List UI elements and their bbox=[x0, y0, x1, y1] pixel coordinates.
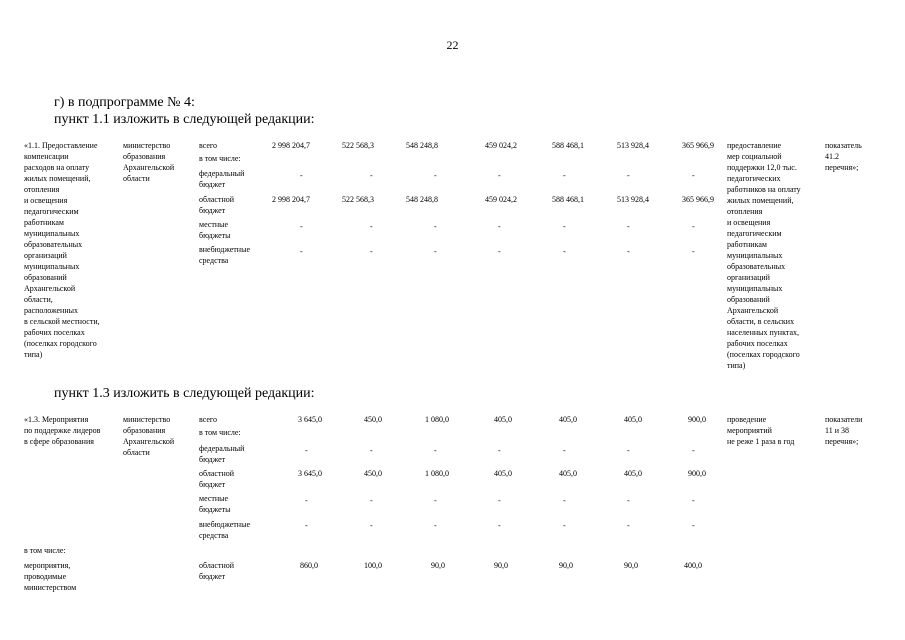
t2-src-local: местные бюджеты bbox=[199, 494, 231, 514]
t2-extra-col6: - bbox=[627, 521, 630, 530]
t1-local-col1: - bbox=[300, 222, 303, 231]
t1-indicator: показатель 41.2 перечня»; bbox=[825, 141, 862, 172]
t1-fed-col3: - bbox=[434, 171, 437, 180]
t2-src-including: в том числе: bbox=[199, 428, 241, 437]
t2-local-col2: - bbox=[370, 496, 373, 505]
t1-fed-col2: - bbox=[370, 171, 373, 180]
t1-extra-col4: - bbox=[498, 247, 501, 256]
t1-total-col7: 365 966,9 bbox=[682, 141, 714, 150]
t1-event-name: «1.1. Предоставление компенсации расходов на оплату жилых помещений, отопления и освещения педагогическим работникам муниципальных образовательных организаций муниципальных образований Архангельской области, расположенных в сельской местности, рабочих поселках (поселках городского типа) bbox=[24, 141, 100, 359]
t1-local-col5: - bbox=[563, 222, 566, 231]
t2-reg-col4: 405,0 bbox=[494, 469, 512, 478]
t2-extra-col5: - bbox=[563, 521, 566, 530]
page-number: 22 bbox=[446, 38, 459, 52]
t2-local-col4: - bbox=[498, 496, 501, 505]
t1-src-local: местные бюджеты bbox=[199, 220, 231, 240]
t2-local-col5: - bbox=[563, 496, 566, 505]
t2-reg-col3: 1 080,0 bbox=[425, 469, 449, 478]
heading-item-1-3: пункт 1.3 изложить в следующей редакции: bbox=[54, 386, 315, 401]
t1-reg-col3: 548 248,8 bbox=[406, 195, 438, 204]
t2-extra-col2: - bbox=[370, 521, 373, 530]
t2-local-col6: - bbox=[627, 496, 630, 505]
t2-indicator: показатели 11 и 38 перечня»; bbox=[825, 415, 863, 446]
t2-sub-col1: 860,0 bbox=[300, 561, 318, 570]
t1-local-col2: - bbox=[370, 222, 373, 231]
t2-total-col6: 405,0 bbox=[624, 415, 642, 424]
t1-src-extrabudget: внебюджетные средства bbox=[199, 245, 250, 265]
t2-extra-col7: - bbox=[692, 521, 695, 530]
t2-sub-col6: 90,0 bbox=[624, 561, 638, 570]
t1-src-federal: федеральный бюджет bbox=[199, 169, 245, 189]
t2-local-col7: - bbox=[692, 496, 695, 505]
t2-extra-col1: - bbox=[305, 521, 308, 530]
t1-total-col5: 588 468,1 bbox=[552, 141, 584, 150]
t2-responsible-org: министерство образования Архангельской области bbox=[123, 415, 175, 457]
t2-total-col5: 405,0 bbox=[559, 415, 577, 424]
t1-responsible-org: министерство образования Архангельской области bbox=[123, 141, 175, 183]
t2-reg-col2: 450,0 bbox=[364, 469, 382, 478]
t2-expected-result: проведение мероприятий не реже 1 раза в год bbox=[727, 415, 795, 446]
t2-fed-col7: - bbox=[692, 446, 695, 455]
t1-src-total: всего bbox=[199, 141, 218, 150]
t2-fed-col6: - bbox=[627, 446, 630, 455]
t2-reg-col6: 405,0 bbox=[624, 469, 642, 478]
t2-total-col3: 1 080,0 bbox=[425, 415, 449, 424]
t1-local-col4: - bbox=[498, 222, 501, 231]
t1-total-col2: 522 568,3 bbox=[342, 141, 374, 150]
t2-src-federal: федеральный бюджет bbox=[199, 444, 245, 464]
t1-extra-col5: - bbox=[563, 247, 566, 256]
t1-extra-col1: - bbox=[300, 247, 303, 256]
t1-fed-col6: - bbox=[627, 171, 630, 180]
t1-extra-col7: - bbox=[692, 247, 695, 256]
t2-total-col7: 900,0 bbox=[688, 415, 706, 424]
t1-reg-col5: 588 468,1 bbox=[552, 195, 584, 204]
t1-extra-col2: - bbox=[370, 247, 373, 256]
t2-sub-col2: 100,0 bbox=[364, 561, 382, 570]
t2-sub-col7: 400,0 bbox=[684, 561, 702, 570]
heading-item-1-1: пункт 1.1 изложить в следующей редакции: bbox=[54, 112, 315, 127]
t1-src-including: в том числе: bbox=[199, 154, 241, 163]
t2-sub-src-regional: областной бюджет bbox=[199, 561, 235, 581]
t2-src-regional: областной бюджет bbox=[199, 469, 235, 489]
t2-sub-col4: 90,0 bbox=[494, 561, 508, 570]
t1-local-col7: - bbox=[692, 222, 695, 231]
t1-total-col6: 513 928,4 bbox=[617, 141, 649, 150]
t2-fed-col1: - bbox=[305, 446, 308, 455]
heading-subprogram: г) в подпрограмме № 4: bbox=[54, 95, 195, 110]
t1-reg-col1: 2 998 204,7 bbox=[272, 195, 310, 204]
t1-expected-result: предоставление мер социальной поддержки 12,0 тыс. педагогических работников на оплату жилых помещений, отопления и освещения педагогическим работникам муниципальных образовательных организаций муниципальных образований Архангельской области, в сельских населенных пунктах, рабочих поселках (поселках городского типа) bbox=[727, 141, 801, 370]
t2-sub-event-name: мероприятия, проводимые министерством bbox=[24, 561, 77, 592]
t1-extra-col6: - bbox=[627, 247, 630, 256]
t1-fed-col7: - bbox=[692, 171, 695, 180]
t2-fed-col3: - bbox=[434, 446, 437, 455]
t1-fed-col4: - bbox=[498, 171, 501, 180]
t1-local-col6: - bbox=[627, 222, 630, 231]
t2-extra-col3: - bbox=[434, 521, 437, 530]
t2-total-col2: 450,0 bbox=[364, 415, 382, 424]
t2-local-col3: - bbox=[434, 496, 437, 505]
t1-reg-col2: 522 568,3 bbox=[342, 195, 374, 204]
t1-reg-col4: 459 024,2 bbox=[485, 195, 517, 204]
t1-total-col4: 459 024,2 bbox=[485, 141, 517, 150]
t2-total-col1: 3 645,0 bbox=[298, 415, 322, 424]
t2-src-total: всего bbox=[199, 415, 218, 424]
t1-src-regional: областной бюджет bbox=[199, 195, 235, 215]
t2-reg-col5: 405,0 bbox=[559, 469, 577, 478]
t1-local-col3: - bbox=[434, 222, 437, 231]
t2-reg-col7: 900,0 bbox=[688, 469, 706, 478]
t2-sub-col3: 90,0 bbox=[431, 561, 445, 570]
t2-local-col1: - bbox=[305, 496, 308, 505]
t2-including-label: в том числе: bbox=[24, 546, 66, 555]
t2-total-col4: 405,0 bbox=[494, 415, 512, 424]
t2-fed-col5: - bbox=[563, 446, 566, 455]
t1-fed-col1: - bbox=[300, 171, 303, 180]
t2-event-name: «1.3. Мероприятия по поддержке лидеров в сфере образования bbox=[24, 415, 101, 446]
t1-reg-col6: 513 928,4 bbox=[617, 195, 649, 204]
t2-reg-col1: 3 645,0 bbox=[298, 469, 322, 478]
t1-reg-col7: 365 966,9 bbox=[682, 195, 714, 204]
t2-fed-col4: - bbox=[498, 446, 501, 455]
t2-fed-col2: - bbox=[370, 446, 373, 455]
t2-extra-col4: - bbox=[498, 521, 501, 530]
t1-fed-col5: - bbox=[563, 171, 566, 180]
t1-extra-col3: - bbox=[434, 247, 437, 256]
t1-total-col1: 2 998 204,7 bbox=[272, 141, 310, 150]
t2-sub-col5: 90,0 bbox=[559, 561, 573, 570]
t2-src-extrabudget: внебюджетные средства bbox=[199, 520, 250, 540]
t1-total-col3: 548 248,8 bbox=[406, 141, 438, 150]
